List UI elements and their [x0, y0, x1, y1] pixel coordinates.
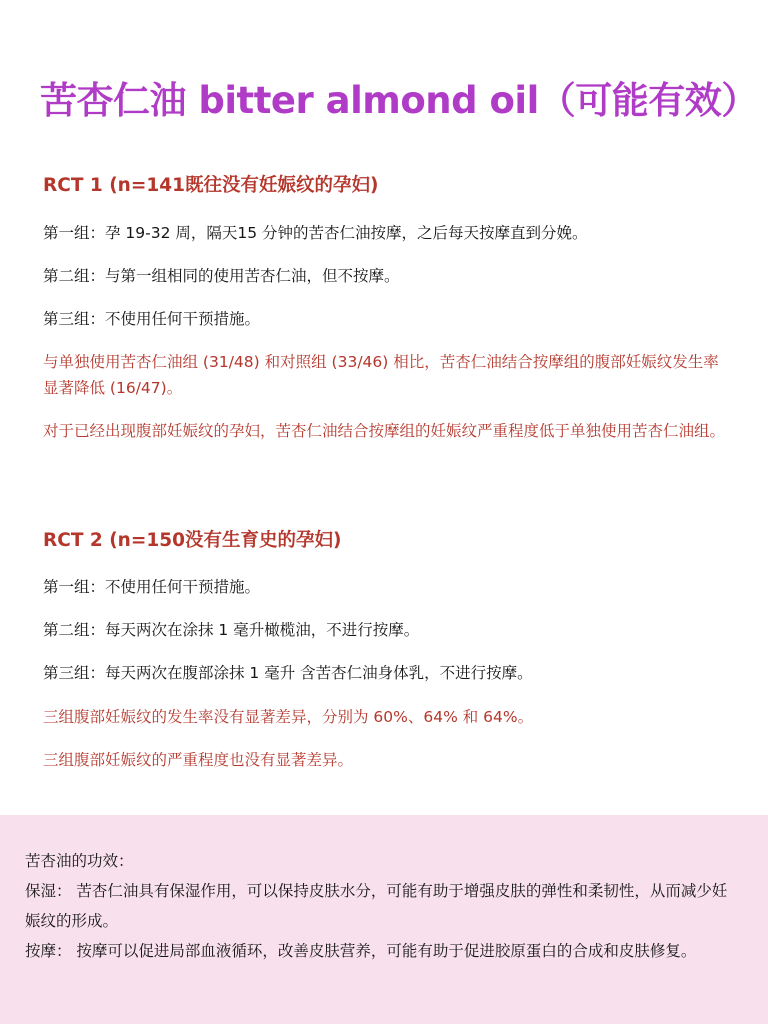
- page-title: 苦杏仁油 bitter almond oil（可能有效）: [40, 79, 758, 122]
- rct2-heading: RCT 2 (n=150没有生育史的孕妇): [43, 530, 342, 551]
- rct1-finding-severity: 对于已经出现腹部妊娠纹的孕妇，苦杏仁油结合按摩组的妊娠纹严重程度低于单独使用苦杏仁油组。: [43, 422, 726, 440]
- benefits-panel: [0, 815, 768, 1024]
- rct2-group2-text: 第二组：每天两次在涂抹 1 毫升橄榄油，不进行按摩。: [43, 621, 420, 639]
- rct1-finding-incidence: 与单独使用苦杏仁油组 (31/48) 和对照组 (33/46) 相比，苦杏仁油结合按摩组的腹部妊娠纹发生率显著降低 (16/47)。: [43, 353, 719, 397]
- benefit-massage: 按摩： 按摩可以促进局部血液循环，改善皮肤营养，可能有助于促进胶原蛋白的合成和皮肤修复。: [25, 942, 697, 960]
- benefit-moisturize: 保湿： 苦杏仁油具有保湿作用，可以保持皮肤水分，可能有助于增强皮肤的弹性和柔韧性，从而减少妊娠纹的形成。: [25, 882, 728, 930]
- rct2-finding-incidence: 三组腹部妊娠纹的发生率没有显著差异，分别为 60%、64% 和 64%。: [43, 708, 534, 726]
- rct2-group3-text: 第三组：每天两次在腹部涂抹 1 毫升 含苦杏仁油身体乳，不进行按摩。: [43, 664, 533, 682]
- rct1-group2-text: 第二组：与第一组相同的使用苦杏仁油，但不按摩。: [43, 267, 400, 285]
- rct1-heading: RCT 1 (n=141既往没有妊娠纹的孕妇): [43, 175, 379, 196]
- rct1-group3-text: 第三组：不使用任何干预措施。: [43, 310, 261, 328]
- rct1-group1-text: 第一组：孕 19-32 周，隔天15 分钟的苦杏仁油按摩，之后每天按摩直到分娩。: [43, 224, 588, 242]
- rct2-group1-text: 第一组：不使用任何干预措施。: [43, 578, 261, 596]
- benefits-heading: 苦杏油的功效：: [25, 852, 134, 870]
- rct2-finding-severity: 三组腹部妊娠纹的严重程度也没有显著差异。: [43, 751, 354, 769]
